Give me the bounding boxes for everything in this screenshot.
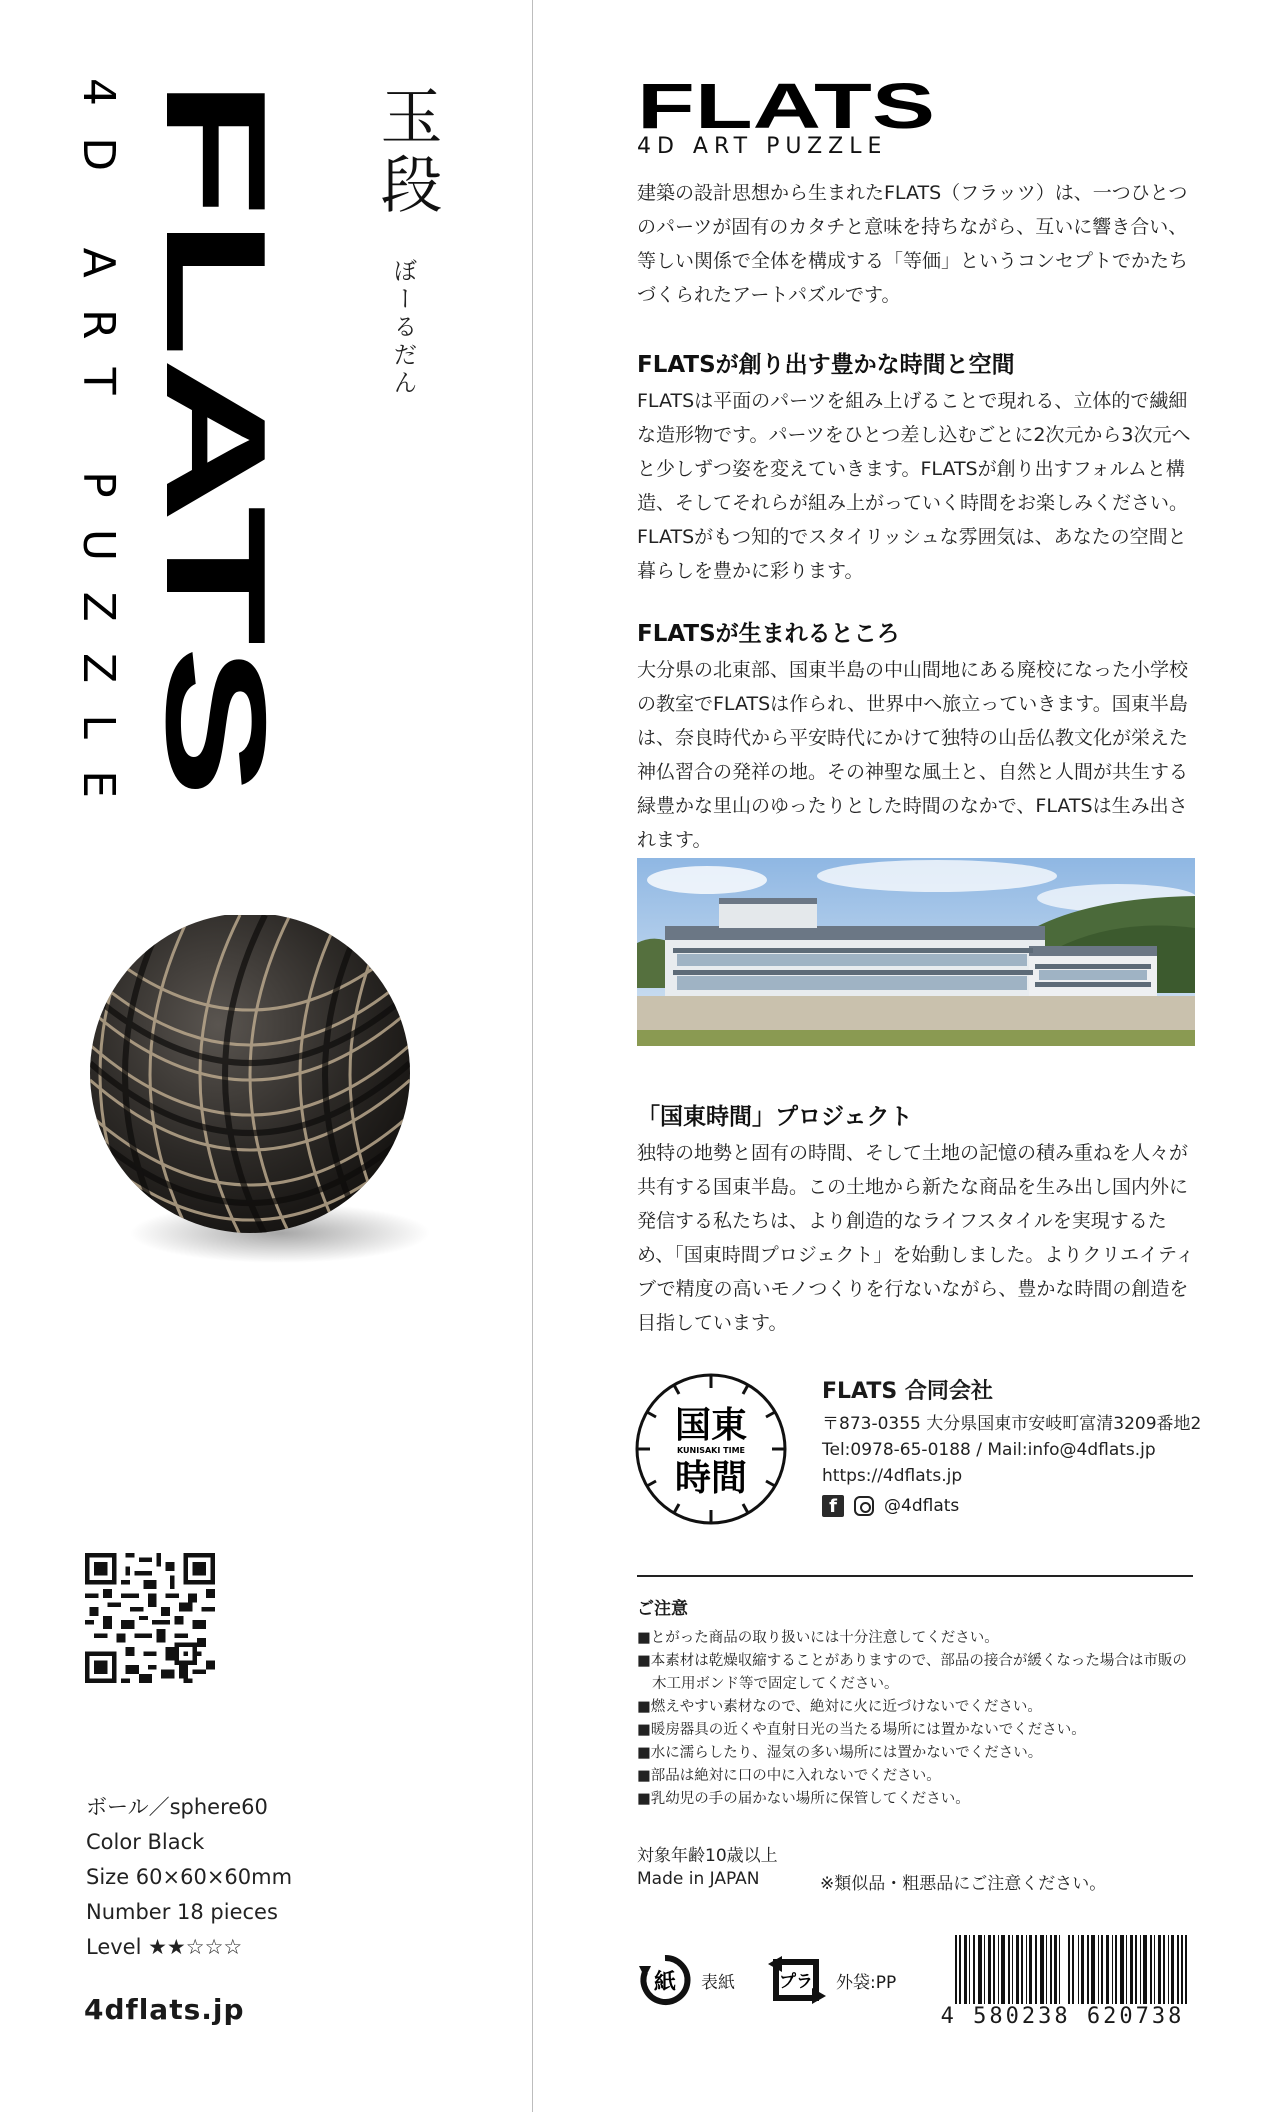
spec-level: Level ★★☆☆☆ xyxy=(86,1935,243,1959)
plastic-recycle-label: 外袋:PP xyxy=(836,1972,897,1993)
caution-item: ■乳幼児の手の届かない場所に保管してください。 xyxy=(637,1791,970,1807)
imitation-warning: ※類似品・粗悪品にご注意ください。 xyxy=(820,1874,1107,1894)
caution-title: ご注意 xyxy=(637,1599,688,1619)
section-body: 大分県の北東部、国東半島の中山間地にある廃校になった小学校の教室でFLATSは作られ、世界中へ旅立っていきます。国東半島は、奈良時代から平安時代にかけて独特の山岳仏教文化が栄えた神仏習合の発祥の地。その神聖な風土と、自然と人間が共生する緑豊かな里山のゆったりとした時間のなかで、FLATSは生み出されます。 xyxy=(637,659,1189,851)
section-body: FLATSは平面のパーツを組み上げることで現れる、立体的で繊細な造形物です。パーツをひとつ差し込むごとに2次元から3次元へと少しずつ姿を変えていきます。FLATSが創り出すフォルムと構造、そしてそれらが組み上がっていく時間をお楽しみください。FLATSがもつ知的でスタイリッシュな雰囲気は、あなたの空間と暮らしを豊かに彩ります。 xyxy=(637,390,1191,582)
vertical-subtitle-text: 4D ART PUZZLE xyxy=(73,78,124,798)
plastic-recycle-icon xyxy=(766,1952,828,2008)
paper-recycle-glyph: 紙 xyxy=(653,1970,677,1995)
section-divider xyxy=(637,1575,1193,1577)
vertical-subtitle xyxy=(72,78,142,798)
paper-recycle-label: 表紙 xyxy=(701,1972,735,1993)
caution-item: ■水に濡らしたり、湿気の多い場所には置かないでください。 xyxy=(637,1745,1043,1761)
section-body: 独特の地勢と固有の時間、そして土地の記憶の積み重ねを人々が共有する国東半島。この土地から新たな商品を生み出し国内外に発信する私たちは、より創造的なライフスタイルを実現するため、「国東時間プロジェクト」を始動しました。よりクリエイティブで精度の高いモノつくりを行ないながら、豊かな時間の創造を目指しています。 xyxy=(637,1142,1195,1334)
vertical-brand-text: FLATS xyxy=(145,78,295,525)
company-info xyxy=(822,1374,1212,1517)
brand-logo xyxy=(637,78,1197,160)
brand-subtitle: 4D ART PUZZLE xyxy=(637,134,888,159)
caution-item: ■部品は絶対に口の中に入れないでください。 xyxy=(637,1768,941,1784)
social-handle[interactable]: @4dflats xyxy=(884,1496,960,1516)
spec-pieces: Number 18 pieces xyxy=(86,1900,278,1924)
company-contact: Tel:0978-65-0188 / Mail:info@4dflats.jp xyxy=(822,1440,1156,1460)
facebook-icon[interactable]: f xyxy=(822,1495,844,1517)
stamp-top-text: 国東 xyxy=(674,1405,748,1446)
section-heading: FLATSが生まれるところ xyxy=(637,621,900,647)
caution-list xyxy=(637,1627,1197,1811)
caution-item: ■燃えやすい素材なので、絶対に火に近づけないでください。 xyxy=(637,1699,1042,1715)
stamp-middle-text: KUNISAKI TIME xyxy=(677,1446,745,1455)
caution-item: ■本素材は乾燥収縮することがありますので、部品の接合が緩くなった場合は市販の木工用ボンド等で固定してください。 xyxy=(637,1653,1187,1692)
website-link[interactable]: 4dflats.jp xyxy=(84,1993,245,2026)
company-address: 〒873-0355 大分県国東市安岐町富清3209番地2 xyxy=(822,1414,1202,1434)
spec-list xyxy=(86,1790,292,1965)
brand-logo-text: FLATS xyxy=(637,78,935,132)
spec-shape: ボール／sphere60 xyxy=(86,1795,268,1819)
vertical-brand-logo xyxy=(145,78,305,798)
made-in: Made in JAPAN xyxy=(637,1869,760,1889)
section-heading: FLATSが創り出す豊かな時間と空間 xyxy=(637,352,1015,378)
school-building-photo xyxy=(637,858,1195,1046)
plastic-recycle-glyph: プラ xyxy=(779,1972,813,1992)
product-title-reading: ぼーるだん xyxy=(389,258,417,398)
panel-divider xyxy=(532,0,533,2112)
caution-item: ■とがった商品の取り扱いには十分注意してください。 xyxy=(637,1630,999,1646)
spec-size: Size 60×60×60mm xyxy=(86,1865,293,1889)
social-links xyxy=(822,1495,1212,1517)
instagram-icon[interactable] xyxy=(854,1496,874,1516)
recycle-mark-plastic xyxy=(766,1952,896,2008)
paper-recycle-icon xyxy=(637,1952,693,2008)
spec-color: Color Black xyxy=(86,1830,205,1854)
company-url[interactable]: https://4dflats.jp xyxy=(822,1466,963,1486)
product-photo xyxy=(80,915,460,1295)
intro-paragraph: 建築の設計思想から生まれたFLATS（フラッツ）は、一つひとつのパーツが固有のカタチと意味を持ちながら、互いに響き合い、等しい関係で全体を構成する「等価」というコンセプトでかたちづくられたアートパズルです。 xyxy=(637,182,1189,306)
qr-code[interactable] xyxy=(85,1553,215,1683)
kunisaki-time-logo xyxy=(634,1372,788,1526)
company-name: FLATS 合同会社 xyxy=(822,1379,993,1404)
stamp-bottom-text: 時間 xyxy=(674,1458,748,1499)
caution-item: ■暖房器具の近くや直射日光の当たる場所には置かないでください。 xyxy=(637,1722,1086,1738)
product-title: 玉段 xyxy=(370,84,443,220)
target-age: 対象年齢10歳以上 xyxy=(637,1846,778,1866)
barcode-number: 4 580238 620738 xyxy=(930,2004,1195,2029)
section-heading: 「国東時間」プロジェクト xyxy=(637,1104,913,1130)
recycle-mark-paper xyxy=(637,1952,735,2008)
